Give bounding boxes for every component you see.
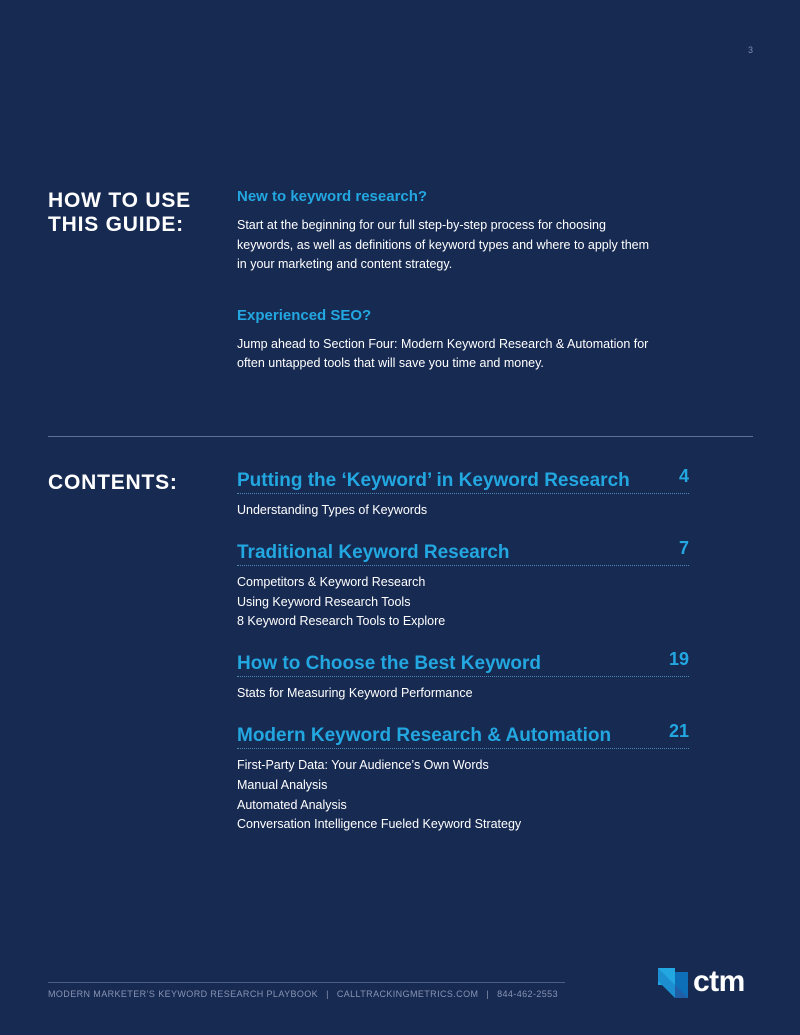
toc-entry-link[interactable] <box>237 649 689 677</box>
logo-wordmark: ctm <box>693 965 745 998</box>
footer <box>48 989 558 999</box>
toc-section <box>237 466 689 521</box>
footer-phone: 844-462-2553 <box>497 989 558 999</box>
toc-subsection: Competitors & Keyword Research <box>237 574 426 589</box>
toc-subsection: Automated Analysis <box>237 797 347 812</box>
toc-subsection: Stats for Measuring Keyword Performance <box>237 686 473 701</box>
section-divider <box>48 436 753 437</box>
toc-entry-link[interactable] <box>237 537 689 566</box>
guide-block-new <box>237 186 657 275</box>
footer-website-link[interactable]: CALLTRACKINGMETRICS.COM <box>336 989 479 999</box>
guide-text: Start at the beginning for our full step-by-step process for choosing keywords, as well as definitions of keyword types and where to apply them in your marketing and content strategy. <box>237 218 650 271</box>
toc-subsection-list <box>237 756 689 835</box>
footer-playbook-title: MODERN MARKETER’S KEYWORD RESEARCH PLAYBOOK <box>48 989 319 999</box>
footer-divider <box>48 982 565 983</box>
toc-entry-link[interactable] <box>237 720 689 749</box>
toc-subsection: First-Party Data: Your Audience’s Own Words <box>237 757 489 772</box>
toc-subsection: Conversation Intelligence Fueled Keyword Strategy <box>237 817 522 832</box>
toc-page-number: 21 <box>668 720 689 741</box>
how-to-use-heading-line: HOW TO USE <box>48 189 191 212</box>
toc-section-title: Putting the ‘Keyword’ in Keyword Research <box>237 470 630 491</box>
guide-block-experienced <box>237 305 657 374</box>
toc-subsection: 8 Keyword Research Tools to Explore <box>237 614 446 629</box>
guide-text: Jump ahead to Section Four: Modern Keyword Research & Automation for often untapped tools that will save you time and money. <box>237 336 649 370</box>
toc-subsection-list <box>237 501 689 521</box>
toc-section-title: Traditional Keyword Research <box>237 541 510 563</box>
how-to-use-heading <box>48 189 191 237</box>
toc-section <box>237 720 689 835</box>
toc-subsection-list <box>237 684 689 704</box>
toc-subsection: Manual Analysis <box>237 777 328 792</box>
how-to-use-heading-line: THIS GUIDE: <box>48 213 184 236</box>
toc-page-number: 19 <box>668 649 689 670</box>
guide-title: New to keyword research? <box>237 188 428 205</box>
toc-section <box>237 537 689 632</box>
toc-subsection: Understanding Types of Keywords <box>237 503 428 517</box>
ctm-logo <box>658 965 754 1000</box>
footer-separator: | <box>326 989 329 999</box>
toc-section-title: Modern Keyword Research & Automation <box>237 724 612 746</box>
guide-title: Experienced SEO? <box>237 306 372 324</box>
footer-separator: | <box>486 989 490 999</box>
contents-heading: CONTENTS: <box>48 471 178 494</box>
toc-page-number: 7 <box>678 537 689 558</box>
page-number: 3 <box>747 45 753 55</box>
toc-subsection: Using Keyword Research Tools <box>237 594 411 609</box>
ctm-logo-icon <box>658 968 688 998</box>
toc-section-title: How to Choose the Best Keyword <box>237 653 542 675</box>
toc-entry-link[interactable] <box>237 466 689 494</box>
how-to-use-guide <box>237 186 657 404</box>
toc-page-number: 4 <box>678 466 689 486</box>
toc-subsection-list <box>237 573 689 632</box>
table-of-contents <box>237 466 689 856</box>
toc-section <box>237 649 689 704</box>
